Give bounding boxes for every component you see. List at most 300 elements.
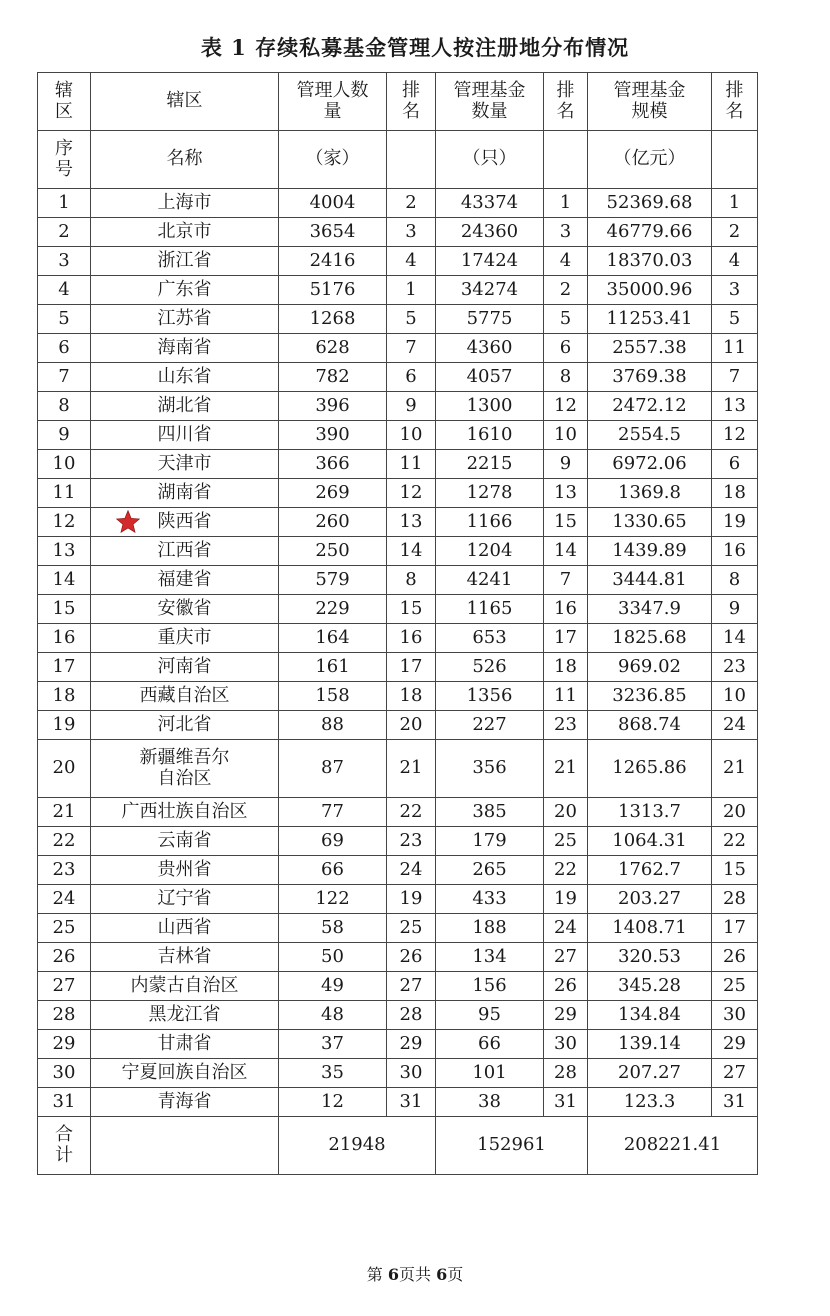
table-row: [38, 392, 758, 421]
cell-rank-3: 4: [712, 247, 758, 276]
cell-rank-2: 8: [544, 363, 588, 392]
cell-seq: 22: [38, 827, 91, 856]
table-row: [38, 421, 758, 450]
cell-fund-scale: 345.28: [588, 972, 712, 1001]
cell-name: 甘肃省: [91, 1030, 279, 1059]
cell-rank-3: 24: [712, 711, 758, 740]
cell-fund-count: 188: [436, 914, 544, 943]
header-manager-unit: （家）: [279, 131, 387, 189]
cell-fund-count: 356: [436, 740, 544, 798]
cell-rank-3: 26: [712, 943, 758, 972]
table-row: [38, 189, 758, 218]
cell-seq: 4: [38, 276, 91, 305]
cell-rank-3: 28: [712, 885, 758, 914]
cell-rank-3: 20: [712, 798, 758, 827]
cell-fund-scale: 52369.68: [588, 189, 712, 218]
cell-rank-3: 3: [712, 276, 758, 305]
table-row: [38, 914, 758, 943]
cell-manager-count: 250: [279, 537, 387, 566]
cell-rank-2: 22: [544, 856, 588, 885]
total-fund-scale: 208221.41: [588, 1117, 758, 1175]
table-title: 表 1 存续私募基金管理人按注册地分布情况: [200, 35, 630, 60]
cell-rank-3: 12: [712, 421, 758, 450]
cell-seq: 14: [38, 566, 91, 595]
cell-seq: 9: [38, 421, 91, 450]
cell-seq: 5: [38, 305, 91, 334]
cell-fund-scale: 2554.5: [588, 421, 712, 450]
cell-manager-count: 35: [279, 1059, 387, 1088]
cell-manager-count: 396: [279, 392, 387, 421]
cell-rank-1: 27: [387, 972, 436, 1001]
cell-fund-scale: 969.02: [588, 653, 712, 682]
table-row: [38, 508, 758, 537]
cell-rank-1: 16: [387, 624, 436, 653]
cell-rank-2: 7: [544, 566, 588, 595]
cell-fund-count: 43374: [436, 189, 544, 218]
cell-seq: 17: [38, 653, 91, 682]
cell-rank-3: 21: [712, 740, 758, 798]
cell-rank-1: 31: [387, 1088, 436, 1117]
cell-manager-count: 48: [279, 1001, 387, 1030]
cell-name: 浙江省: [91, 247, 279, 276]
cell-name: 四川省: [91, 421, 279, 450]
cell-rank-1: 10: [387, 421, 436, 450]
header-rank-2-blank: [544, 131, 588, 189]
cell-name: 河南省: [91, 653, 279, 682]
cell-rank-2: 11: [544, 682, 588, 711]
cell-manager-count: 269: [279, 479, 387, 508]
cell-rank-1: 25: [387, 914, 436, 943]
cell-seq: 16: [38, 624, 91, 653]
cell-name: 海南省: [91, 334, 279, 363]
distribution-table: [37, 72, 758, 1175]
cell-fund-count: 433: [436, 885, 544, 914]
header-rank-1: 排 名: [387, 73, 436, 131]
table-row: [38, 1059, 758, 1088]
table-row: [38, 305, 758, 334]
table-row: [38, 856, 758, 885]
cell-manager-count: 87: [279, 740, 387, 798]
cell-rank-2: 19: [544, 885, 588, 914]
cell-manager-count: 3654: [279, 218, 387, 247]
cell-fund-scale: 46779.66: [588, 218, 712, 247]
cell-fund-count: 526: [436, 653, 544, 682]
cell-rank-1: 30: [387, 1059, 436, 1088]
table-row: [38, 247, 758, 276]
cell-rank-1: 14: [387, 537, 436, 566]
cell-name: 北京市: [91, 218, 279, 247]
cell-name: 湖南省: [91, 479, 279, 508]
cell-rank-1: 21: [387, 740, 436, 798]
cell-rank-3: 10: [712, 682, 758, 711]
cell-fund-scale: 3769.38: [588, 363, 712, 392]
cell-name: 内蒙古自治区: [91, 972, 279, 1001]
cell-rank-3: 11: [712, 334, 758, 363]
cell-seq: 26: [38, 943, 91, 972]
footer-total: 6: [436, 1265, 448, 1284]
cell-fund-scale: 2472.12: [588, 392, 712, 421]
cell-manager-count: 88: [279, 711, 387, 740]
cell-manager-count: 260: [279, 508, 387, 537]
table-row: [38, 595, 758, 624]
cell-rank-3: 14: [712, 624, 758, 653]
cell-fund-scale: 1265.86: [588, 740, 712, 798]
cell-rank-1: 22: [387, 798, 436, 827]
cell-rank-3: 17: [712, 914, 758, 943]
table-row: [38, 1030, 758, 1059]
cell-name: 青海省: [91, 1088, 279, 1117]
cell-fund-scale: 320.53: [588, 943, 712, 972]
cell-fund-scale: 18370.03: [588, 247, 712, 276]
cell-rank-1: 12: [387, 479, 436, 508]
cell-rank-2: 10: [544, 421, 588, 450]
cell-seq: 28: [38, 1001, 91, 1030]
table-row: [38, 740, 758, 798]
cell-fund-scale: 207.27: [588, 1059, 712, 1088]
cell-seq: 25: [38, 914, 91, 943]
cell-rank-2: 30: [544, 1030, 588, 1059]
cell-rank-2: 13: [544, 479, 588, 508]
cell-name: [91, 508, 279, 537]
header-fund-count: 管理基金 数量: [436, 73, 544, 131]
cell-rank-3: 30: [712, 1001, 758, 1030]
cell-name: 山西省: [91, 914, 279, 943]
cell-manager-count: 579: [279, 566, 387, 595]
cell-rank-3: 22: [712, 827, 758, 856]
cell-manager-count: 66: [279, 856, 387, 885]
cell-rank-1: 3: [387, 218, 436, 247]
cell-name: 江西省: [91, 537, 279, 566]
cell-manager-count: 158: [279, 682, 387, 711]
table-row: [38, 537, 758, 566]
cell-fund-count: 156: [436, 972, 544, 1001]
cell-seq: 30: [38, 1059, 91, 1088]
cell-fund-scale: 1064.31: [588, 827, 712, 856]
cell-seq: 21: [38, 798, 91, 827]
cell-fund-scale: 134.84: [588, 1001, 712, 1030]
cell-fund-scale: 1330.65: [588, 508, 712, 537]
cell-fund-scale: 3347.9: [588, 595, 712, 624]
cell-rank-2: 27: [544, 943, 588, 972]
cell-name: 黑龙江省: [91, 1001, 279, 1030]
cell-fund-scale: 1369.8: [588, 479, 712, 508]
cell-seq: 3: [38, 247, 91, 276]
table-row: [38, 827, 758, 856]
cell-fund-count: 1300: [436, 392, 544, 421]
total-label: 合 计: [38, 1117, 91, 1175]
cell-rank-3: 31: [712, 1088, 758, 1117]
cell-rank-1: 6: [387, 363, 436, 392]
cell-manager-count: 58: [279, 914, 387, 943]
cell-seq: 15: [38, 595, 91, 624]
cell-fund-scale: 1408.71: [588, 914, 712, 943]
table-row: [38, 450, 758, 479]
cell-rank-2: 28: [544, 1059, 588, 1088]
cell-manager-count: 782: [279, 363, 387, 392]
cell-manager-count: 5176: [279, 276, 387, 305]
total-fund-count: 152961: [436, 1117, 588, 1175]
cell-rank-1: 15: [387, 595, 436, 624]
cell-seq: 27: [38, 972, 91, 1001]
cell-name: 新疆维吾尔 自治区: [91, 740, 279, 798]
table-row: [38, 943, 758, 972]
cell-fund-scale: 1313.7: [588, 798, 712, 827]
cell-rank-2: 3: [544, 218, 588, 247]
cell-seq: 10: [38, 450, 91, 479]
footer-post: 页: [447, 1265, 464, 1284]
cell-rank-2: 20: [544, 798, 588, 827]
cell-seq: 31: [38, 1088, 91, 1117]
cell-fund-scale: 1825.68: [588, 624, 712, 653]
cell-rank-1: 1: [387, 276, 436, 305]
cell-name: 江苏省: [91, 305, 279, 334]
cell-fund-count: 5775: [436, 305, 544, 334]
header-seq: 辖 区: [38, 73, 91, 131]
table-row: [38, 682, 758, 711]
cell-manager-count: 49: [279, 972, 387, 1001]
cell-fund-scale: 6972.06: [588, 450, 712, 479]
cell-rank-3: 29: [712, 1030, 758, 1059]
cell-rank-1: 18: [387, 682, 436, 711]
table-row: [38, 798, 758, 827]
cell-fund-count: 34274: [436, 276, 544, 305]
cell-fund-scale: 11253.41: [588, 305, 712, 334]
cell-fund-scale: 123.3: [588, 1088, 712, 1117]
cell-name: 重庆市: [91, 624, 279, 653]
cell-fund-scale: 35000.96: [588, 276, 712, 305]
table-row: [38, 1088, 758, 1117]
cell-seq: 29: [38, 1030, 91, 1059]
cell-manager-count: 164: [279, 624, 387, 653]
cell-rank-3: 1: [712, 189, 758, 218]
header-scale-unit: （亿元）: [588, 131, 712, 189]
cell-rank-2: 2: [544, 276, 588, 305]
cell-rank-2: 17: [544, 624, 588, 653]
cell-rank-2: 25: [544, 827, 588, 856]
table-row: [38, 624, 758, 653]
cell-seq: 13: [38, 537, 91, 566]
header-row-1: [38, 73, 758, 131]
cell-fund-count: 1356: [436, 682, 544, 711]
cell-rank-3: 6: [712, 450, 758, 479]
page-footer: [0, 1262, 830, 1285]
cell-rank-2: 16: [544, 595, 588, 624]
table-row: [38, 218, 758, 247]
cell-rank-2: 21: [544, 740, 588, 798]
cell-rank-1: 2: [387, 189, 436, 218]
table-row: [38, 363, 758, 392]
cell-manager-count: 122: [279, 885, 387, 914]
cell-name: 天津市: [91, 450, 279, 479]
cell-manager-count: 161: [279, 653, 387, 682]
cell-rank-3: 2: [712, 218, 758, 247]
cell-seq: 1: [38, 189, 91, 218]
header-manager-count: 管理人数 量: [279, 73, 387, 131]
cell-fund-count: 1278: [436, 479, 544, 508]
footer-mid: 页共: [398, 1265, 437, 1284]
cell-rank-1: 17: [387, 653, 436, 682]
cell-seq: 8: [38, 392, 91, 421]
cell-fund-count: 4360: [436, 334, 544, 363]
cell-fund-count: 1204: [436, 537, 544, 566]
red-star-icon: [115, 509, 141, 535]
cell-rank-3: 25: [712, 972, 758, 1001]
table-row: [38, 972, 758, 1001]
header-fund-unit: （只）: [436, 131, 544, 189]
header-rank-2: 排 名: [544, 73, 588, 131]
cell-rank-1: 29: [387, 1030, 436, 1059]
cell-rank-2: 12: [544, 392, 588, 421]
cell-fund-count: 17424: [436, 247, 544, 276]
cell-rank-2: 24: [544, 914, 588, 943]
cell-fund-scale: 868.74: [588, 711, 712, 740]
cell-fund-count: 4057: [436, 363, 544, 392]
cell-rank-2: 1: [544, 189, 588, 218]
table-row: [38, 1001, 758, 1030]
cell-name: 安徽省: [91, 595, 279, 624]
cell-seq: 23: [38, 856, 91, 885]
cell-rank-2: 18: [544, 653, 588, 682]
cell-manager-count: 69: [279, 827, 387, 856]
cell-seq: 2: [38, 218, 91, 247]
cell-fund-count: 653: [436, 624, 544, 653]
cell-manager-count: 4004: [279, 189, 387, 218]
cell-manager-count: 390: [279, 421, 387, 450]
cell-rank-3: 15: [712, 856, 758, 885]
header-rank-3-blank: [712, 131, 758, 189]
header-fund-scale: 管理基金 规模: [588, 73, 712, 131]
cell-rank-1: 11: [387, 450, 436, 479]
cell-seq: 6: [38, 334, 91, 363]
table-row: [38, 479, 758, 508]
cell-fund-count: 101: [436, 1059, 544, 1088]
cell-manager-count: 37: [279, 1030, 387, 1059]
header-name-2: 名称: [91, 131, 279, 189]
footer-pre: 第: [366, 1265, 388, 1284]
cell-seq: 11: [38, 479, 91, 508]
cell-name: 吉林省: [91, 943, 279, 972]
cell-name: 山东省: [91, 363, 279, 392]
cell-fund-scale: 3236.85: [588, 682, 712, 711]
table-row: [38, 566, 758, 595]
cell-manager-count: 77: [279, 798, 387, 827]
cell-manager-count: 1268: [279, 305, 387, 334]
cell-manager-count: 628: [279, 334, 387, 363]
table-row: [38, 885, 758, 914]
cell-seq: 12: [38, 508, 91, 537]
cell-rank-3: 19: [712, 508, 758, 537]
cell-rank-2: 31: [544, 1088, 588, 1117]
cell-seq: 20: [38, 740, 91, 798]
cell-rank-1: 20: [387, 711, 436, 740]
cell-rank-3: 5: [712, 305, 758, 334]
cell-rank-2: 26: [544, 972, 588, 1001]
cell-fund-count: 179: [436, 827, 544, 856]
cell-rank-3: 7: [712, 363, 758, 392]
cell-fund-scale: 1762.7: [588, 856, 712, 885]
cell-name: 湖北省: [91, 392, 279, 421]
cell-rank-1: 28: [387, 1001, 436, 1030]
cell-rank-2: 5: [544, 305, 588, 334]
cell-rank-2: 23: [544, 711, 588, 740]
cell-rank-2: 9: [544, 450, 588, 479]
cell-rank-3: 18: [712, 479, 758, 508]
cell-rank-3: 16: [712, 537, 758, 566]
cell-seq: 19: [38, 711, 91, 740]
cell-rank-3: 27: [712, 1059, 758, 1088]
table-row: [38, 334, 758, 363]
cell-rank-2: 4: [544, 247, 588, 276]
footer-page: 6: [387, 1265, 399, 1284]
cell-rank-3: 23: [712, 653, 758, 682]
header-rank-1-blank: [387, 131, 436, 189]
cell-fund-count: 265: [436, 856, 544, 885]
table-row: [38, 711, 758, 740]
cell-name-label: 陕西省: [157, 510, 212, 532]
cell-rank-1: 19: [387, 885, 436, 914]
cell-rank-2: 6: [544, 334, 588, 363]
cell-name: 上海市: [91, 189, 279, 218]
cell-name: 西藏自治区: [91, 682, 279, 711]
cell-seq: 7: [38, 363, 91, 392]
header-rank-3: 排 名: [712, 73, 758, 131]
cell-name: 福建省: [91, 566, 279, 595]
cell-fund-scale: 203.27: [588, 885, 712, 914]
cell-name: 辽宁省: [91, 885, 279, 914]
cell-rank-1: 8: [387, 566, 436, 595]
cell-fund-count: 1165: [436, 595, 544, 624]
cell-manager-count: 2416: [279, 247, 387, 276]
cell-name: 贵州省: [91, 856, 279, 885]
cell-fund-count: 4241: [436, 566, 544, 595]
cell-name: 广西壮族自治区: [91, 798, 279, 827]
cell-fund-count: 1610: [436, 421, 544, 450]
cell-rank-1: 4: [387, 247, 436, 276]
cell-name: 云南省: [91, 827, 279, 856]
cell-name: 河北省: [91, 711, 279, 740]
table-row: [38, 653, 758, 682]
cell-fund-scale: 2557.38: [588, 334, 712, 363]
cell-rank-1: 26: [387, 943, 436, 972]
header-seq-2: 序 号: [38, 131, 91, 189]
cell-fund-scale: 1439.89: [588, 537, 712, 566]
cell-manager-count: 50: [279, 943, 387, 972]
cell-rank-1: 24: [387, 856, 436, 885]
cell-fund-count: 95: [436, 1001, 544, 1030]
cell-fund-scale: 139.14: [588, 1030, 712, 1059]
cell-name: 宁夏回族自治区: [91, 1059, 279, 1088]
cell-rank-3: 8: [712, 566, 758, 595]
cell-fund-count: 2215: [436, 450, 544, 479]
cell-fund-count: 38: [436, 1088, 544, 1117]
total-manager-count: 21948: [279, 1117, 436, 1175]
cell-fund-count: 227: [436, 711, 544, 740]
cell-rank-3: 13: [712, 392, 758, 421]
header-name: 辖区: [91, 73, 279, 131]
cell-manager-count: 12: [279, 1088, 387, 1117]
cell-manager-count: 366: [279, 450, 387, 479]
cell-seq: 18: [38, 682, 91, 711]
total-row: [38, 1117, 758, 1175]
cell-rank-2: 14: [544, 537, 588, 566]
cell-rank-2: 29: [544, 1001, 588, 1030]
cell-rank-2: 15: [544, 508, 588, 537]
cell-manager-count: 229: [279, 595, 387, 624]
cell-seq: 24: [38, 885, 91, 914]
cell-rank-3: 9: [712, 595, 758, 624]
cell-fund-scale: 3444.81: [588, 566, 712, 595]
cell-name: 广东省: [91, 276, 279, 305]
